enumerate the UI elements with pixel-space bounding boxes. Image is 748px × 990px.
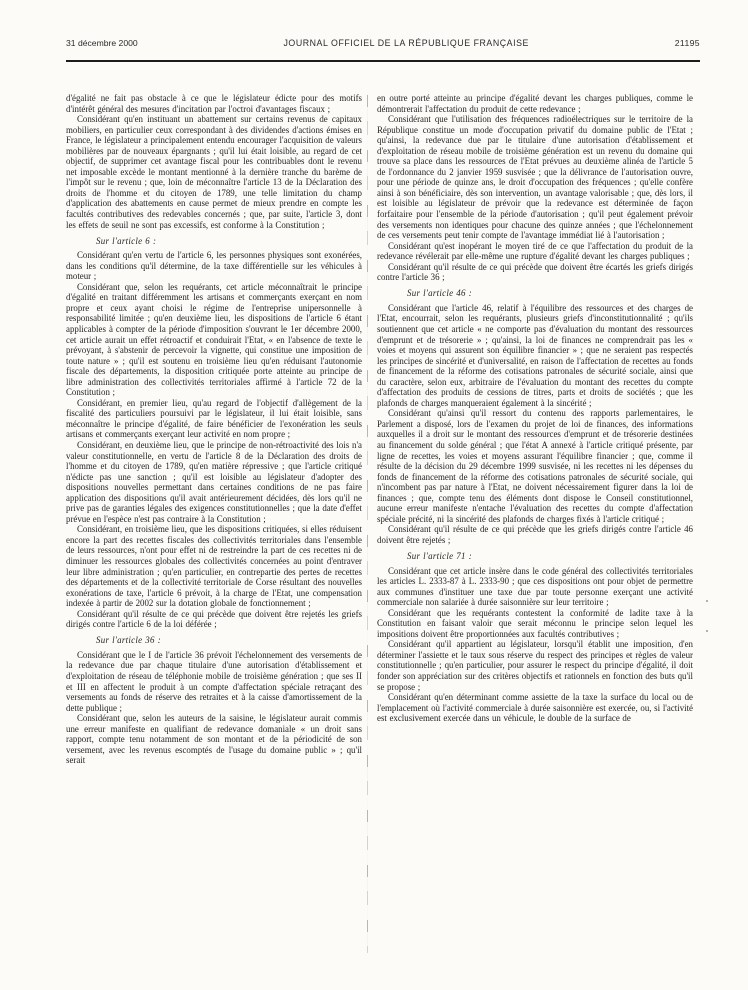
section-heading: Sur l'article 46 : bbox=[407, 288, 472, 299]
paragraph: Considérant que cet article insère dans le code général des collectivités territoriales les articles L. 2333-87 à L. 2333-90 ; que ces dispositions ont pour objet de permettre aux communes d'instituer une taxe due par toute personne exerçant une activité commerciale non salariée à durée saisonnière sur leur territoire ; bbox=[377, 565, 693, 608]
paragraph: Considérant qu'en instituant un abattement sur certains revenus de capitaux mobiliers, en particulier ceux correspondant à des dividendes d'actions émises en France, le législateur a principalement entendu encourager l'acquisition de valeurs mobilières par de nouveaux épargnants ; qu'il lui était loisible, au regard de cet objectif, de supprimer cet avantage fiscal pour les contribuables dont le revenu net imposable excède le montant mentionné à la dernière tranche du barème de l'impôt sur le revenu ; que, loin de méconnaître l'article 13 de la Déclaration des droits de l'homme et du citoyen de 1789, une telle limitation du champ d'application des abattements en cause permet de mieux prendre en compte les facultés contributives des redevables concernés ; que, par suite, l'article 3, dont les effets de seuil ne sont pas excessifs, est conforme à la Constitution ; bbox=[66, 114, 362, 230]
section-heading: Sur l'article 6 : bbox=[96, 235, 157, 246]
paragraph: Considérant qu'il résulte de ce qui précède que les griefs dirigés contre l'article 46 doivent être rejetés ; bbox=[377, 524, 693, 545]
paragraph: Considérant que l'article 46, relatif à l'équilibre des ressources et des charges de l'Etat, encourrait, selon les requérants, plusieurs griefs d'inconstitutionnalité ; qu'ils soutiennent que cet article « ne comporte pas d'évaluation du montant des ressources d'emprunt et de trésorerie » ; qu'ainsi, la loi de finances ne comprendrait pas les « voies et moyens qui assurent son équilibre financier » ; que ne seraient pas respectés les principes de sincérité et d'universalité, en raison de l'affectation de recettes au fonds de financement de la réforme des cotisations patronales de sécurité sociale, ainsi que du caractère, selon eux, arbitraire de l'évaluation du montant des recettes du compte d'affectation des produits de cessions de titres, parts et droits de sociétés ; que les plafonds de charges manqueraient également à la sincérité ; bbox=[377, 302, 693, 408]
paragraph: Considérant, en troisième lieu, que les dispositions critiquées, si elles réduisent encore la part des recettes fiscales des collectivités territoriales dans l'ensemble de leurs ressources, n'ont pour effet ni de restreindre la part de ces recettes ni de diminuer les ressources globales des collectivités concernées au point d'entraver leur libre administration ; qu'en particulier, en contrepartie des pertes de recettes des départements et de la collectivité territoriale de Corse résultant des nouvelles exonérations de taxe, l'article 6 prévoit, à la charge de l'Etat, une compensation indexée à partir de 2002 sur la dotation globale de fonctionnement ; bbox=[66, 524, 362, 609]
column-left bbox=[66, 93, 362, 973]
section-heading: Sur l'article 36 : bbox=[96, 635, 161, 646]
paragraph: Considérant que, selon les requérants, cet article méconnaîtrait le principe d'égalité en traitant différemment les artisans et commerçants exerçant en nom propre et ceux ayant choisi le régime de l'entreprise unipersonnelle à responsabilité limitée ; qu'en deuxième lieu, les dispositions de l'article 6 étant applicables à compter de la période d'imposition s'ouvrant le 1er décembre 2000, cet article aurait un effet rétroactif et conduirait l'Etat, « en l'absence de texte le prévoyant, à s'abstenir de percevoir la vignette, qui constitue une imposition de toute nature » ; qu'il est soutenu en troisième lieu qu'en réduisant l'autonomie fiscale des départements, la disposition critiquée porte atteinte au principe de libre administration des collectivités territoriales affirmé à l'article 72 de la Constitution ; bbox=[66, 281, 362, 398]
page-header bbox=[66, 38, 700, 48]
header-page-number: 21195 bbox=[674, 38, 700, 48]
header-date: 31 décembre 2000 bbox=[66, 38, 138, 48]
paragraph: d'égalité ne fait pas obstacle à ce que le législateur édicte pour des motifs d'intérêt général des mesures d'incitation par l'octroi d'avantages fiscaux ; bbox=[66, 93, 362, 114]
paragraph: Considérant, en premier lieu, qu'au regard de l'objectif d'allègement de la fiscalité des particuliers poursuivi par le législateur, il lui était loisible, sans méconnaître le principe d'égalité, de faire bénéficier de l'exonération les seuls artisans et commerçants exerçant leur activité en nom propre ; bbox=[66, 397, 362, 440]
header-title: JOURNAL OFFICIEL DE LA RÉPUBLIQUE FRANÇAISE bbox=[283, 38, 529, 48]
paragraph: Considérant qu'en déterminant comme assiette de la taxe la surface du local ou de l'emplacement où l'activité commerciale à durée saisonnière est exercée, ou, si l'activité est exclusivement exercée dans un véhicule, le double de la surface de bbox=[377, 692, 693, 724]
paragraph: Considérant qu'en vertu de l'article 6, les personnes physiques sont exonérées, dans les conditions qu'il détermine, de la taxe différentielle sur les véhicules à moteur ; bbox=[66, 250, 362, 282]
paragraph: Considérant que l'utilisation des fréquences radioélectriques sur le territoire de la République constitue un mode d'occupation privatif du domaine public de l'Etat ; qu'ainsi, la redevance due par le titulaire d'une autorisation d'établissement et d'exploitation de réseau mobile de troisième génération est un revenu du domaine qui trouve sa place dans les ressources de l'Etat prévues au deuxième alinéa de l'article 5 de l'ordonnance du 2 janvier 1959 susvisée ; que la délivrance de l'autorisation ouvre, pour une période de quinze ans, le droit d'occupation des fréquences ; qu'elle confère ainsi à son bénéficiaire, dès son intervention, un avantage valorisable ; que, dès lors, il est loisible au législateur de prévoir que la redevance est déterminée de façon forfaitaire pour l'ensemble de la période d'autorisation ; qu'il peut également prévoir des versements non identiques pour chacune des quinze années ; que l'échelonnement de ces versements peut tenir compte de l'avantage immédiat lié à l'autorisation ; bbox=[377, 114, 693, 241]
article-text-block bbox=[66, 93, 693, 973]
paragraph: Considérant qu'est inopérant le moyen tiré de ce que l'affectation du produit de la redevance révélerait par elle-même une rupture d'égalité devant les charges publiques ; bbox=[377, 240, 693, 262]
section-heading: Sur l'article 71 : bbox=[407, 550, 472, 561]
paragraph: Considérant que le I de l'article 36 prévoit l'échelonnement des versements de la redevance due par chaque titulaire d'une autorisation d'établissement et d'exploitation de réseau de téléphonie mobile de troisième génération ; que ses II et III en affectent le produit à un compte d'affectation spéciale retraçant des versements au fonds de réserve des retraites et à la caisse d'amortissement de la dette publique ; bbox=[66, 649, 362, 713]
paragraph: Considérant que, selon les auteurs de la saisine, le législateur aurait commis une erreur manifeste en qualifiant de redevance domaniale « un droit sans rapport, compte tenu notamment de son montant et de la périodicité de son versement, avec les revenus escomptés de l'usage du domaine public » ; qu'il serait bbox=[66, 713, 362, 766]
header-rule bbox=[66, 60, 700, 62]
scan-artifact-dot bbox=[706, 600, 708, 602]
column-divider-rule bbox=[367, 95, 368, 953]
paragraph: en outre porté atteinte au principe d'égalité devant les charges publiques, comme le démontrerait l'affectation du produit de cette redevance ; bbox=[377, 93, 693, 114]
paragraph: Considérant qu'il appartient au législateur, lorsqu'il établit une imposition, d'en déterminer l'assiette et le taux sous réserve du respect des principes et règles de valeur constitutionnelle ; qu'en particulier, pour assurer le respect du principe d'égalité, il doit fonder son appréciation sur des critères objectifs et rationnels en fonction des buts qu'il se propose ; bbox=[377, 639, 693, 692]
column-right bbox=[377, 93, 693, 973]
scan-artifact-dot bbox=[706, 630, 708, 632]
paragraph: Considérant que les requérants contestent la conformité de ladite taxe à la Constitution en faisant valoir que serait méconnu le principe selon lequel les impositions doivent être proportionnées aux facultés contributives ; bbox=[377, 607, 693, 639]
paragraph: Considérant qu'il résulte de ce qui précède que doivent être écartés les griefs dirigés contre l'article 36 ; bbox=[377, 261, 693, 283]
paragraph: Considérant qu'ainsi qu'il ressort du contenu des rapports parlementaires, le Parlement a disposé, lors de l'examen du projet de loi de finances, des informations auxquelles il a droit sur le montant des ressources d'emprunt et de trésorerie destinées au financement du solde général ; que l'état A annexé à l'article critiqué présente, par ligne de recettes, les voies et moyens assurant l'équilibre financier ; que, comme il résulte de la décision du 29 décembre 1999 susvisée, ni les recettes ni les dépenses du fonds de financement de la réforme des cotisations patronales de sécurité sociale, qui n'incombent pas par nature à l'Etat, ne doivent nécessairement figurer dans la loi de finances ; que, compte tenu des éléments dont dispose le Conseil constitutionnel, aucune erreur manifeste n'entache l'évaluation des recettes du compte d'affectation spéciale précité, ni la sincérité des plafonds de charges fixés à l'article critiqué ; bbox=[377, 408, 693, 524]
paragraph: Considérant, en deuxième lieu, que le principe de non-rétroactivité des lois n'a valeur constitutionnelle, en vertu de l'article 8 de la Déclaration des droits de l'homme et du citoyen de 1789, qu'en matière répressive ; que l'article critiqué n'édicte pas une sanction ; qu'il est loisible au législateur d'adopter des dispositions nouvelles permettant dans certaines conditions de ne pas faire application des dispositions qu'il avait antérieurement décidées, dès lors qu'il ne prive pas de garanties légales des exigences constitutionnelles ; que la date d'effet prévue en l'espèce n'est pas contraire à la Constitution ; bbox=[66, 440, 362, 524]
paragraph: Considérant qu'il résulte de ce qui précède que doivent être rejetés les griefs dirigés contre l'article 6 de la loi déférée ; bbox=[66, 608, 362, 630]
